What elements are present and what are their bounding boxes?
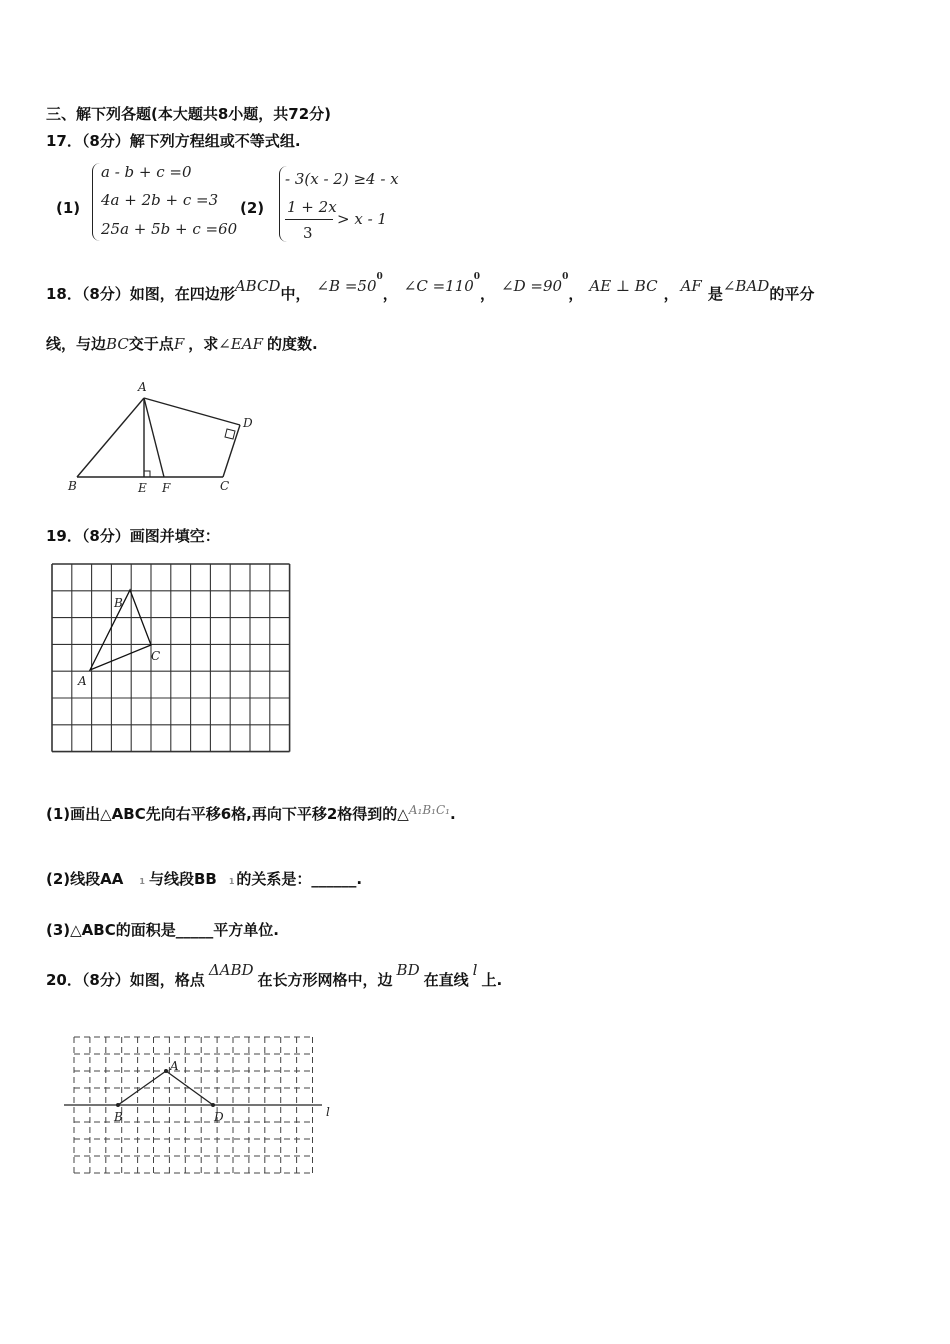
system1-eq3: 25a + 5b + c =60 (101, 220, 238, 238)
section-header: 三、解下列各题(本大题共8小题，共72分) (46, 105, 332, 123)
q18-line2 (46, 333, 318, 354)
label-b: B (68, 479, 77, 493)
right-angle-d (225, 429, 235, 439)
fraction-bar (285, 219, 333, 220)
q18-text-6: 交于点 (128, 335, 174, 353)
point-b (116, 1103, 120, 1107)
comma-4: ， (663, 285, 679, 303)
angle-bad: ∠BAD (722, 277, 770, 295)
q20-line (46, 961, 503, 990)
label-l-20: l (326, 1105, 330, 1119)
q19-part1-end: . (449, 805, 456, 823)
label-c-19: C (151, 649, 161, 663)
angle-b: ∠B =50 (316, 277, 377, 295)
comma-2: ， (480, 285, 496, 303)
label-d-20: D (214, 1110, 224, 1124)
q20-grid-figure (60, 1030, 350, 1178)
q20-text-2: 在长方形网格中，边 (257, 971, 393, 989)
segment-af: AF (680, 277, 702, 295)
label-e: E (138, 481, 147, 495)
q19-part2 (46, 868, 362, 889)
q18-text-3: 是 (707, 285, 723, 303)
angle-eaf: ∠EAF (218, 335, 264, 353)
side-bc: BC (106, 335, 129, 353)
deg-c: 0 (473, 272, 481, 282)
q19-grid-figure (50, 562, 292, 754)
q19-part2-c: 的关系是：______. (236, 870, 363, 888)
q19-title: 19．（8分）画图并填空： (46, 527, 220, 545)
q19-part1 (46, 803, 456, 824)
a1-label: A₁ (408, 803, 423, 817)
label-f: F (162, 481, 171, 495)
triangle-abd: ΔABD (208, 961, 254, 979)
side-ab (77, 398, 144, 477)
q18-figure (60, 375, 260, 497)
q18-text-4: 的平分 (769, 285, 815, 303)
label-b-20: B (114, 1110, 123, 1124)
label-c: C (220, 479, 230, 493)
label-a-19: A (78, 674, 87, 688)
q18-text-8: 的度数. (267, 335, 318, 353)
q20-text-1: 20．（8分）如图，格点 (46, 971, 205, 989)
angle-c: ∠C =110 (403, 277, 474, 295)
line-l: l (472, 961, 478, 979)
c1-label: C₁ (435, 803, 450, 817)
side-bd: BD (396, 961, 420, 979)
system1-eq1: a - b + c =0 (101, 163, 192, 181)
q18-text-5: 线，与边 (46, 335, 107, 353)
q19-part2-a: (2)线段AA (46, 870, 124, 888)
q17-part2-label: (2) (240, 199, 265, 217)
point-a (164, 1069, 168, 1073)
angle-d: ∠D =90 (501, 277, 563, 295)
label-a-20: A (170, 1059, 179, 1073)
q17-title: 17．（8分）解下列方程组或不等式组. (46, 132, 301, 150)
perpendicular: AE ⊥ BC (589, 277, 658, 295)
bisector-af (144, 398, 164, 477)
b1-label: B₁ (422, 803, 436, 817)
side-ad (144, 398, 240, 425)
q17-part1-label: (1) (56, 199, 81, 217)
q18-text-1: 18．（8分）如图，在四边形 (46, 285, 235, 303)
comma-1: ， (382, 285, 398, 303)
q20-text-4: 上. (481, 971, 503, 989)
q19-part3: (3)△ABC的面积是_____平方单位. (46, 921, 279, 939)
q20-text-3: 在直线 (423, 971, 469, 989)
aa1-subscript: 1 (139, 877, 145, 886)
label-b-19: B (114, 596, 123, 610)
quad-name: ABCD (234, 277, 281, 295)
q18-line1 (46, 272, 815, 304)
grid-lines (52, 564, 290, 752)
label-a: A (138, 380, 147, 394)
deg-b: 0 (376, 272, 383, 282)
system2-numerator: 1 + 2x (287, 198, 337, 216)
q18-text-2: 中， (280, 285, 311, 303)
q19-part1-text: (1)画出△ABC先向右平移6格,再向下平移2格得到的△ (46, 805, 409, 823)
system2-ineq1: - 3(x - 2) ≥4 - x (285, 170, 399, 188)
system2-denominator: 3 (303, 224, 313, 242)
system1-eq2: 4a + 2b + c =3 (101, 191, 219, 209)
point-d (211, 1103, 215, 1107)
system2-rhs: > x - 1 (337, 210, 387, 228)
system1-brace (92, 163, 101, 241)
label-d: D (243, 416, 253, 430)
deg-d: 0 (562, 272, 569, 282)
comma-3: ， (568, 285, 584, 303)
right-angle-e (144, 471, 150, 477)
q18-text-7: ，求 (188, 335, 219, 353)
q19-part2-b: 与线段BB (148, 870, 217, 888)
bb1-subscript: 1 (228, 877, 235, 886)
point-f: F (173, 335, 185, 353)
